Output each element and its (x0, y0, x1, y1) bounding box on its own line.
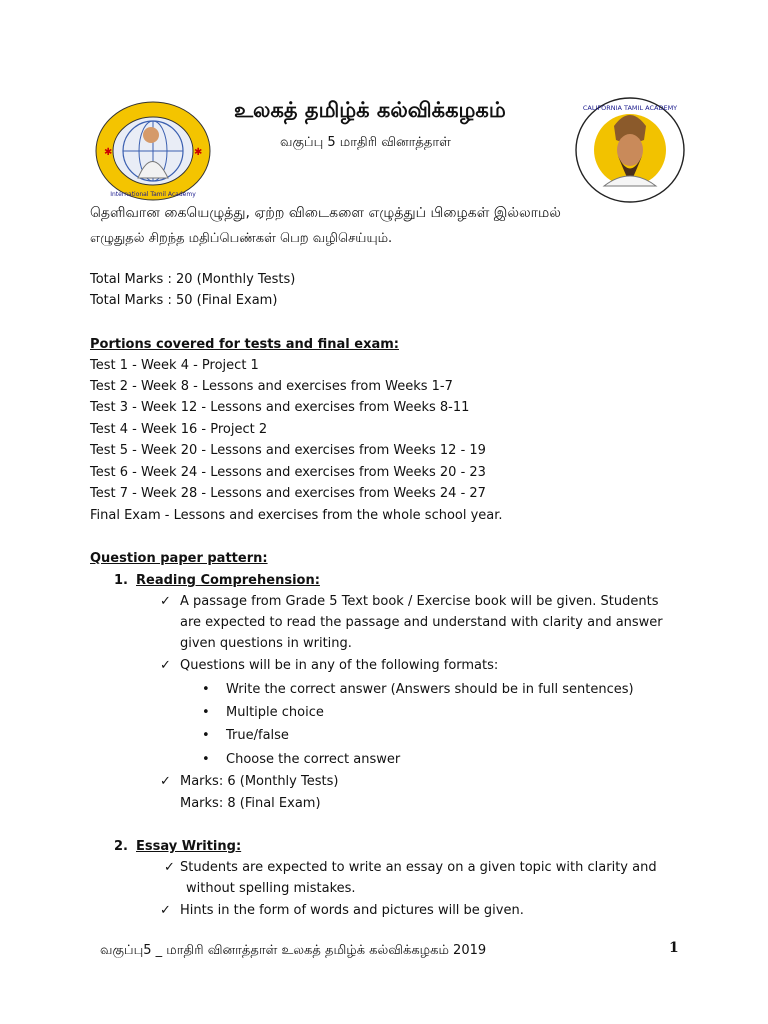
portion-item: Test 3 - Week 12 - Lessons and exercises from Weeks 8-11 (90, 400, 470, 415)
bullet-icon: • (202, 682, 210, 697)
section-1-check-1-line-3: given questions in writing. (180, 636, 352, 651)
bullet-icon: • (202, 705, 210, 720)
section-1-check-1-line-1: A passage from Grade 5 Text book / Exercise book will be given. Students (180, 594, 659, 609)
international-tamil-academy-logo (94, 100, 212, 202)
section-2-check-2: Hints in the form of words and pictures will be given. (180, 903, 524, 918)
bullet-icon: • (202, 728, 210, 743)
check-icon: ✓ (160, 658, 171, 673)
check-icon: ✓ (160, 903, 171, 918)
svg-text:✱: ✱ (194, 147, 203, 158)
intro-line-1: தெளிவான கையெழுத்து, ஏற்ற விடைகளை எழுத்துப் பிழைகள் இல்லாமல் (90, 205, 561, 221)
format-bullet: True/false (226, 728, 289, 743)
section-1-marks-final: Marks: 8 (Final Exam) (180, 796, 321, 811)
portion-item: Test 4 - Week 16 - Project 2 (90, 422, 268, 437)
portion-item: Test 5 - Week 20 - Lessons and exercises from Weeks 12 - 19 (90, 443, 486, 458)
section-1-marks-monthly: Marks: 6 (Monthly Tests) (180, 774, 339, 789)
svg-text:✱: ✱ (104, 147, 113, 158)
portion-item: Test 2 - Week 8 - Lessons and exercises from Weeks 1-7 (90, 379, 453, 394)
page-subtitle: வகுப்பு 5 மாதிரி வினாத்தாள் (280, 135, 451, 150)
section-1-check-1-line-2: are expected to read the passage and understand with clarity and answer (180, 615, 663, 630)
format-bullet: Multiple choice (226, 705, 324, 720)
section-2-title: Essay Writing: (136, 839, 242, 854)
section-1-check-2: Questions will be in any of the following formats: (180, 658, 499, 673)
section-2-check-1-line-2: without spelling mistakes. (186, 881, 356, 896)
svg-text:CALIFORNIA TAMIL ACADEMY: CALIFORNIA TAMIL ACADEMY (582, 104, 678, 112)
intro-line-2: எழுதுதல் சிறந்த மதிப்பெண்கள் பெற வழிசெய்யும். (90, 231, 393, 246)
format-bullet: Choose the correct answer (226, 752, 401, 767)
portions-heading: Portions covered for tests and final exam: (90, 337, 399, 352)
section-1-number: 1. (114, 573, 128, 588)
page-number: 1 (669, 940, 679, 956)
svg-text:International Tamil Academy: International Tamil Academy (110, 191, 196, 198)
check-icon: ✓ (164, 860, 175, 875)
california-tamil-academy-logo (574, 96, 686, 204)
total-marks-monthly: Total Marks : 20 (Monthly Tests) (90, 272, 296, 287)
portion-item: Final Exam - Lessons and exercises from the whole school year. (90, 508, 503, 523)
portion-item: Test 6 - Week 24 - Lessons and exercises from Weeks 20 - 23 (90, 465, 486, 480)
check-icon: ✓ (160, 594, 171, 609)
page-title: உலகத் தமிழ்க் கல்விக்கழகம் (234, 98, 506, 122)
portion-item: Test 7 - Week 28 - Lessons and exercises from Weeks 24 - 27 (90, 486, 486, 501)
pattern-heading: Question paper pattern: (90, 551, 268, 566)
bullet-icon: • (202, 752, 210, 767)
page-footer: வகுப்பு5 _ மாதிரி வினாத்தாள் உலகத் தமிழ்க் கல்விக்கழகம் 2019 (100, 943, 487, 958)
total-marks-final: Total Marks : 50 (Final Exam) (90, 293, 278, 308)
section-2-number: 2. (114, 839, 128, 854)
portion-item: Test 1 - Week 4 - Project 1 (90, 358, 259, 373)
check-icon: ✓ (160, 774, 171, 789)
section-2-check-1-line-1: Students are expected to write an essay on a given topic with clarity and (180, 860, 657, 875)
section-1-title: Reading Comprehension: (136, 573, 320, 588)
format-bullet: Write the correct answer (Answers should be in full sentences) (226, 682, 634, 697)
